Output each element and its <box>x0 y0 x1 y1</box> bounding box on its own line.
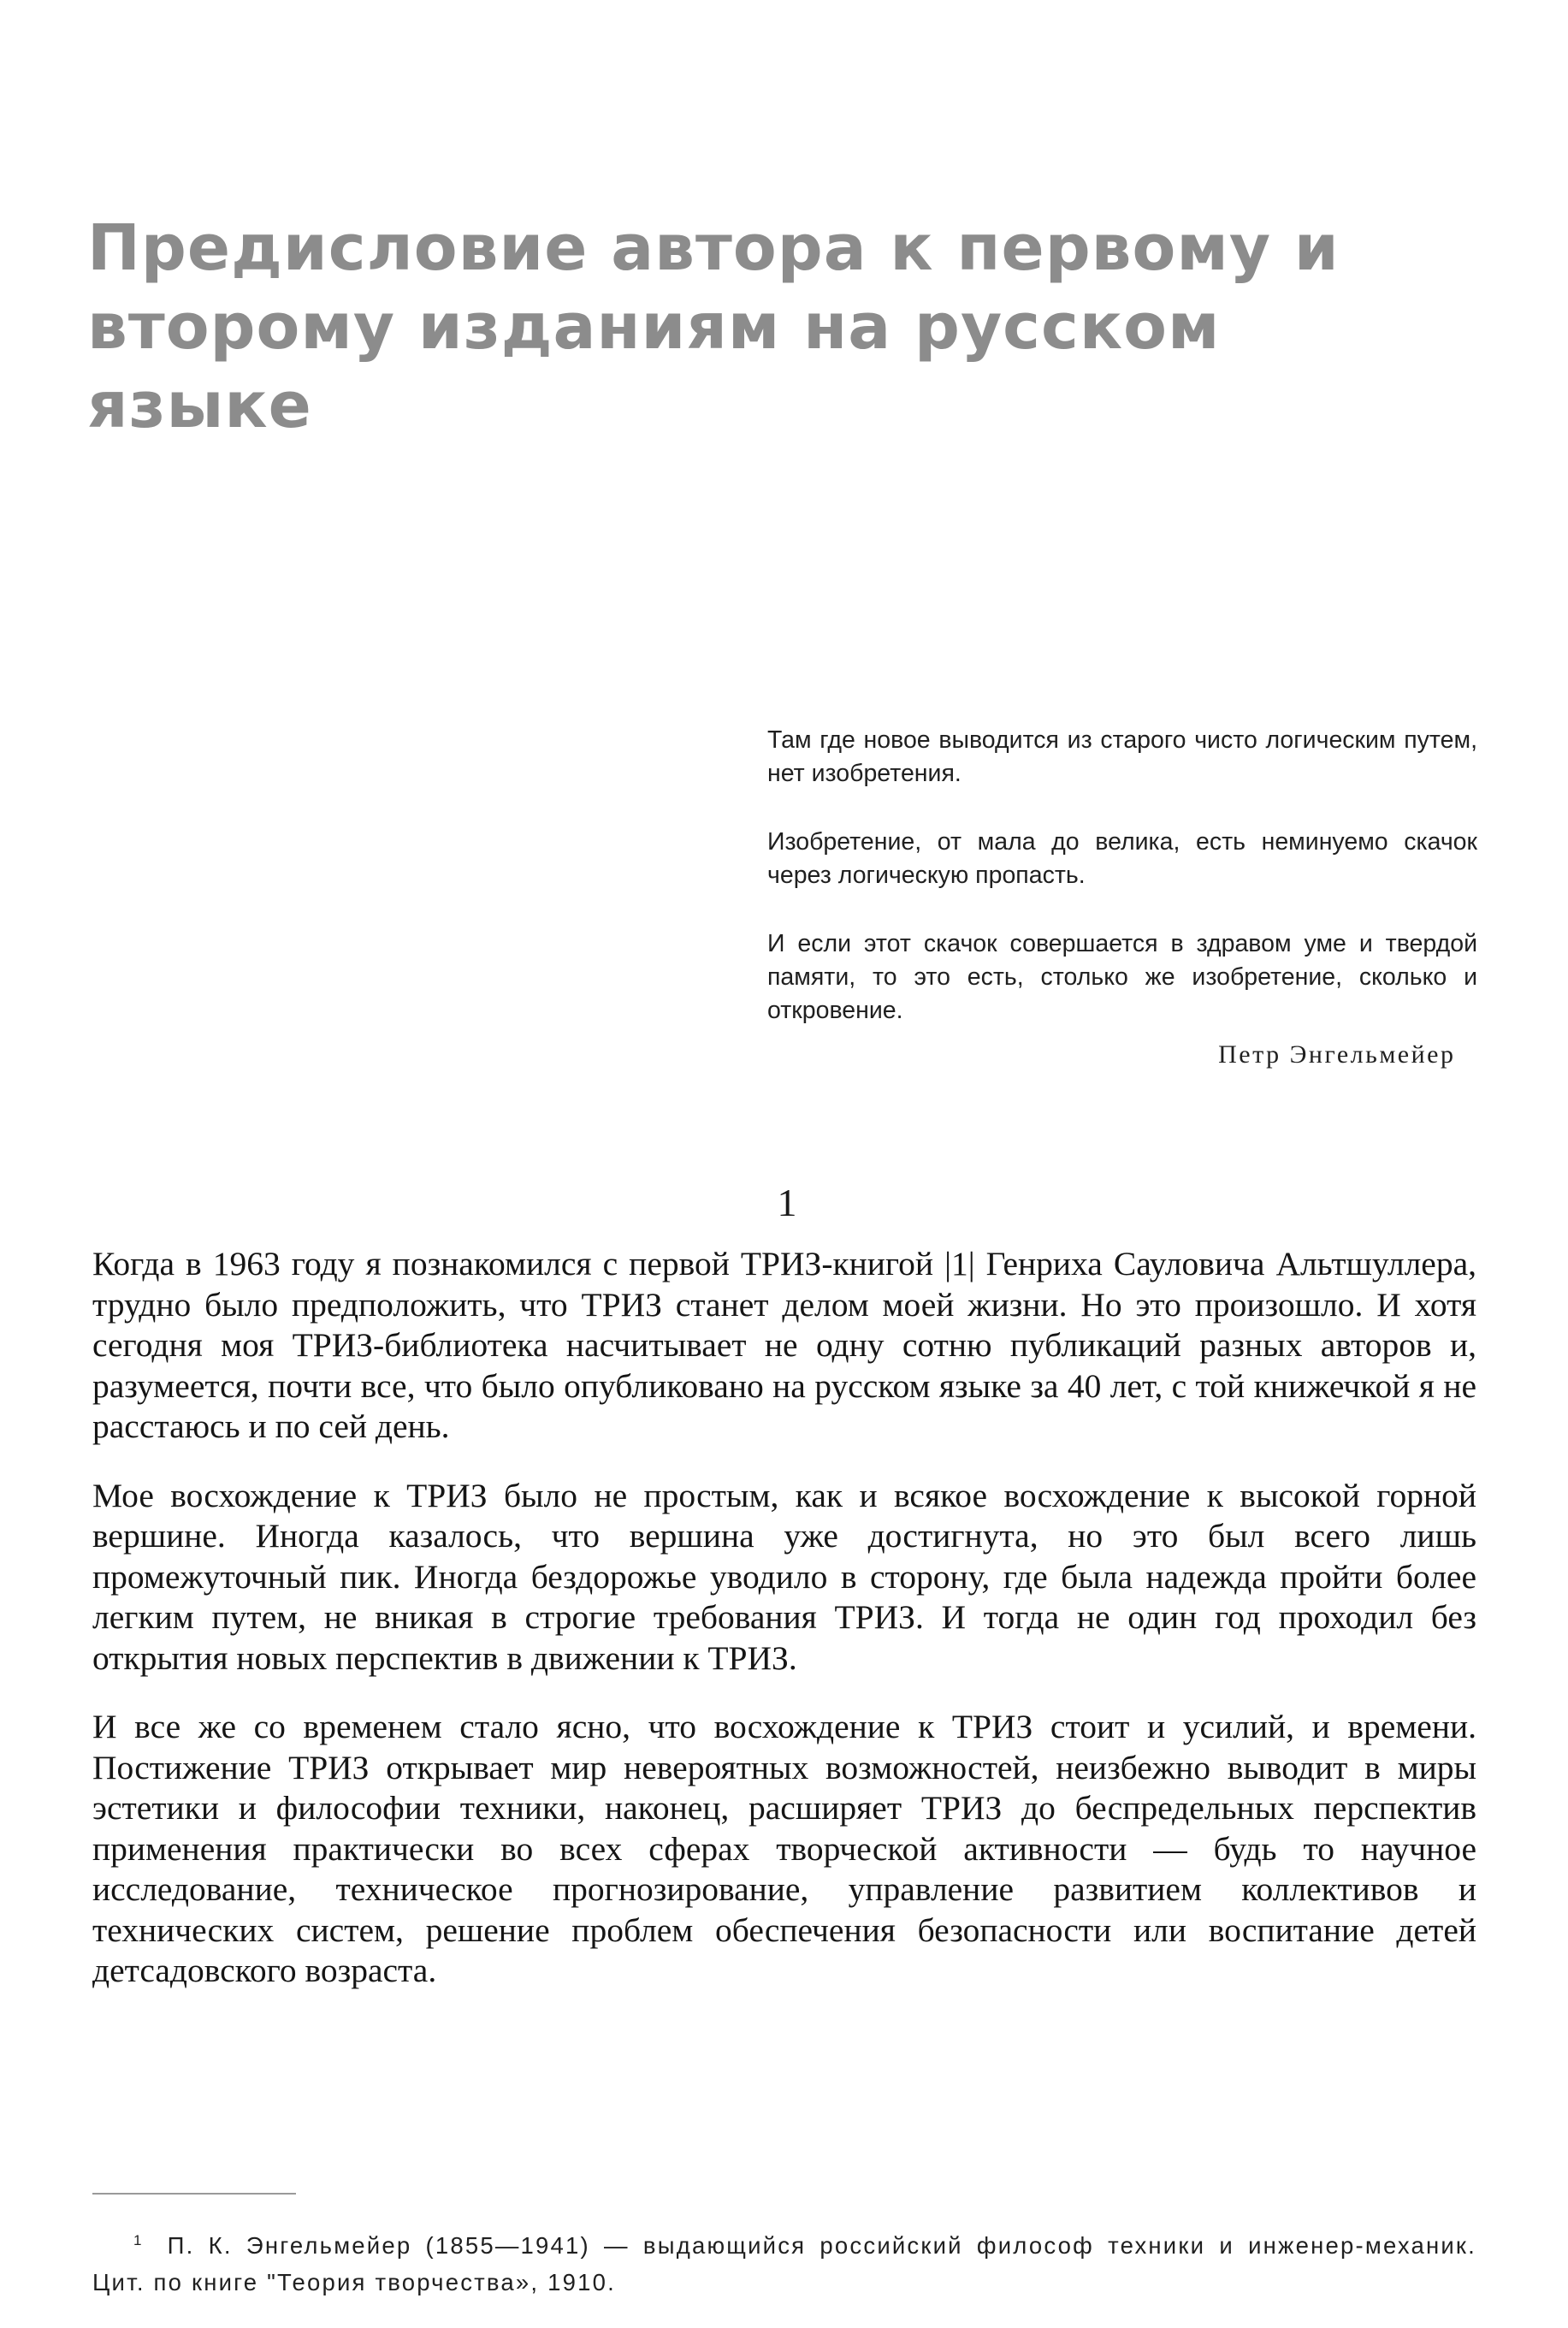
body-paragraph: И все же со временем стало ясно, что восхождение к ТРИЗ стоит и усилий, и времени. Постижение ТРИЗ открывает мир невероятных возможностей, неизбежно выводит в миры эстетики и философии техники, наконец, расширяет ТРИЗ до беспредельных перспектив применения практически во всех сферах творческой активности — будь то научное исследование, техническое прогнозирование, управление развитием коллективов и технических систем, решение проблем обеспечения безопасности или воспитание детей детсадовского возраста. <box>92 1708 1476 1989</box>
epigraph-author <box>767 1038 1477 1071</box>
epigraph <box>767 724 1477 1071</box>
epigraph-paragraph: Изобретение, от мала до велика, есть неминуемо скачок через логическую пропасть. <box>767 828 1477 889</box>
body-text <box>92 1244 1476 2020</box>
section-number: 1 <box>777 1181 797 1224</box>
body-paragraph: Когда в 1963 году я познакомился с первой ТРИЗ-книгой |1| Генриха Сауловича Альтшуллера, трудно было предположить, что ТРИЗ станет делом моей жизни. Но это произошло. И хотя сегодня моя ТРИЗ-библиотека насчитывает не одну сотню публикаций разных авторов и, разумеется, почти все, что было опубликовано на русском языке за 40 лет, с той книжечкой я не расстаюсь и по сей день. <box>92 1245 1476 1445</box>
footnote-marker: 1 <box>133 2231 144 2248</box>
footnote-reference[interactable]: 1 <box>1455 1040 1465 1057</box>
footnote-text: П. К. Энгельмейер (1855—1941) — выдающийся российский философ техники и инженер-механик. Цит. по книге "Теория творчества», 1910. <box>92 2232 1476 2295</box>
footnote-divider <box>92 2193 296 2195</box>
epigraph-paragraph: И если этот скачок совершается в здравом уме и твердой памяти, то это есть, столько же изобретение, сколько и откровение. <box>767 930 1477 1024</box>
footnote <box>92 2227 1476 2301</box>
epigraph-paragraph: Там где новое выводится из старого чисто логическим путем, нет изобретения. <box>767 726 1477 787</box>
page-title: Предисловие автора к первому и второму изданиям на русском языке <box>87 211 1340 442</box>
epigraph-author-name: Петр Энгельмейер <box>1218 1040 1456 1069</box>
body-paragraph: Мое восхождение к ТРИЗ было не простым, как и всякое восхождение к высокой горной вершине. Иногда казалось, что вершина уже достигнута, но это был всего лишь промежуточный пик. Иногда бездорожье уводило в сторону, где была надежда пройти более легким путем, не вникая в строгие требования ТРИЗ. И тогда не один год проходил без открытия новых перспектив в движении к ТРИЗ. <box>92 1476 1476 1677</box>
